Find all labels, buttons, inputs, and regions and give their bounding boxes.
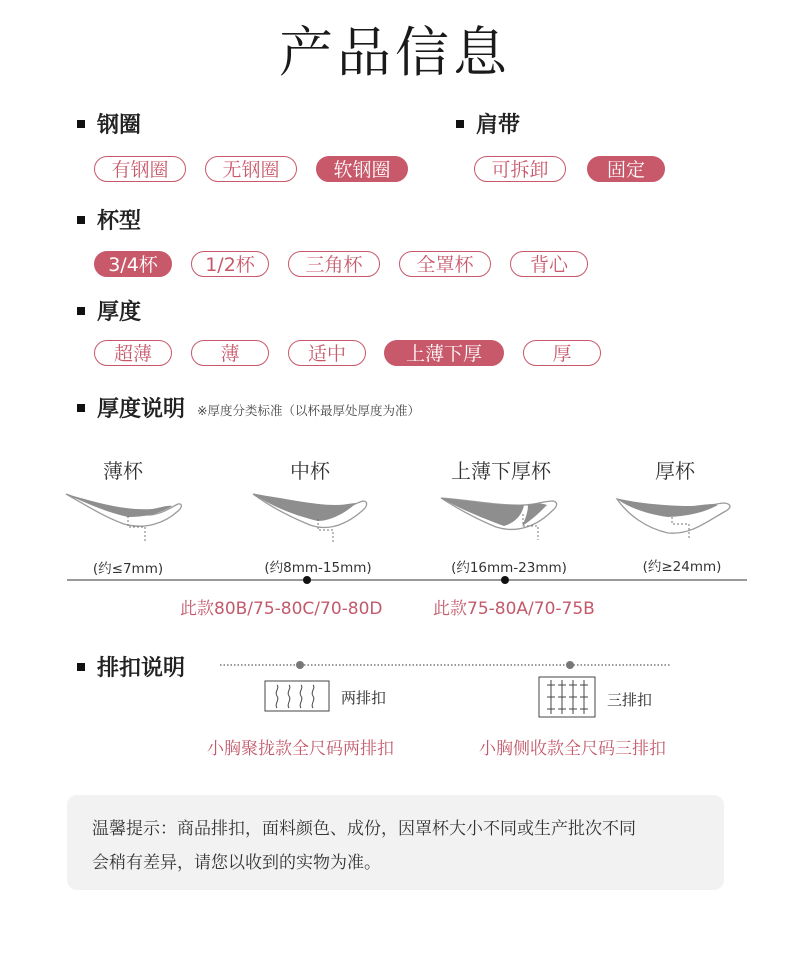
section-strap-label: 肩带 [476, 113, 521, 138]
wire-option-0: 有钢圈 [94, 156, 186, 182]
cup-option-4: 背心 [510, 251, 588, 277]
cup-option-2: 三角杯 [288, 251, 380, 277]
cup-name-thin: 薄杯 [103, 459, 143, 483]
cup-name-upper-thin: 上薄下厚杯 [451, 459, 551, 483]
cup-option-3: 全罩杯 [399, 251, 491, 277]
cup-measure-thin: (约≤7mm) [92, 561, 164, 577]
thickness-option-3: 上薄下厚 [384, 340, 504, 366]
page-title: 产品信息 [279, 21, 511, 84]
strap-option-0: 可拆卸 [474, 156, 566, 182]
upper-thin-cup-icon [441, 498, 557, 540]
wire-option-2: 软钢圈 [316, 156, 408, 182]
thickness-option-0: 超薄 [94, 340, 172, 366]
bullet-square-icon [77, 663, 85, 671]
medium-cup-icon [253, 494, 367, 543]
hook-name-three: 三排扣 [607, 691, 653, 709]
tip-line-1: 温馨提示：商品排扣，面料颜色、成份，因罩杯大小不同或生产批次不同 [92, 819, 636, 839]
three-row-hook-icon [539, 677, 595, 717]
scale-marker-medium [303, 576, 311, 584]
thickness-guide-label: 厚度说明 [97, 397, 186, 422]
hook-desc-three: 小胸侧收款全尺码三排扣 [479, 739, 666, 759]
thickness-option-4: 厚 [523, 340, 601, 366]
section-wire-label: 钢圈 [97, 113, 142, 138]
hook-marker-three [566, 661, 574, 669]
cup-option-0: 3/4杯 [94, 251, 172, 277]
hook-desc-two: 小胸聚拢款全尺码两排扣 [207, 739, 394, 759]
thickness-option-2: 适中 [288, 340, 366, 366]
cup-measure-thick: (约≥24mm) [642, 559, 722, 575]
hook-marker-two [296, 661, 304, 669]
thickness-option-1: 薄 [191, 340, 269, 366]
cup-name-thick: 厚杯 [655, 459, 695, 483]
strap-option-1: 固定 [587, 156, 665, 182]
cup-name-medium: 中杯 [290, 459, 330, 483]
thin-cup-icon [66, 494, 181, 542]
cup-option-1: 1/2杯 [191, 251, 269, 277]
tip-line-2: 会稍有差异，请您以收到的实物为准。 [92, 853, 381, 873]
hooks-label: 排扣说明 [97, 656, 186, 681]
size-range-upper-thin: 此款75-80A/70-75B [433, 599, 595, 619]
thick-cup-icon [617, 499, 730, 540]
size-range-medium: 此款80B/75-80C/70-80D [180, 599, 383, 619]
hook-name-two: 两排扣 [341, 689, 387, 707]
cup-measure-upper-thin: (约16mm-23mm) [451, 560, 567, 576]
two-row-hook-icon [265, 681, 329, 711]
scale-marker-upper-thin [501, 576, 509, 584]
section-thickness-label: 厚度 [97, 300, 142, 325]
thickness-guide-note: ※厚度分类标准（以杯最厚处厚度为准） [197, 402, 420, 418]
warm-tip-box [67, 795, 724, 890]
wire-option-1: 无钢圈 [205, 156, 297, 182]
cup-measure-medium: (约8mm-15mm) [264, 560, 372, 576]
section-cup-label: 杯型 [97, 209, 142, 234]
section-hooks-heading [77, 651, 185, 682]
